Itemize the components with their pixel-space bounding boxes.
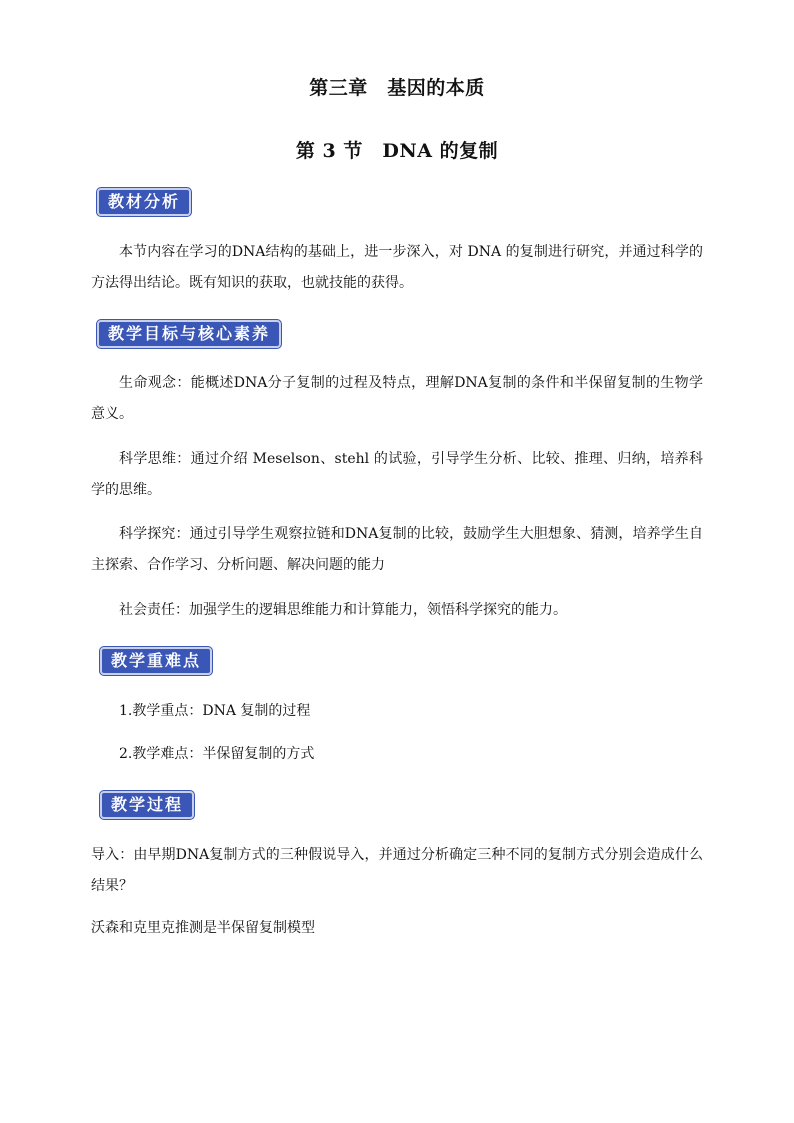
heading-key-points: 教学重难点 [100,647,212,675]
heading-process: 教学过程 [100,791,194,819]
objective-social-responsibility: 社会责任：加强学生的逻辑思维能力和计算能力，领悟科学探究的能力。 [119,602,567,618]
objective-scientific-thinking: 科学思维：通过介绍 Meselson、stehl 的试验，引导学生分析、比较、推理、归纳，培养科学的思维。 [91,451,703,498]
key-point-difficulty: 2.教学难点：半保留复制的方式 [119,746,315,762]
key-point-focus: 1.教学重点：DNA 复制的过程 [119,703,311,719]
process-intro: 导入：由早期DNA复制方式的三种假说导入，并通过分析确定三种不同的复制方式分别会造成什么结果？ [91,847,703,894]
chapter-title: 第三章 基因的本质 [309,77,485,99]
objective-life-concept: 生命观念：能概述DNA分子复制的过程及特点，理解DNA复制的条件和半保留复制的生物学意义。 [91,375,703,422]
heading-objectives: 教学目标与核心素养 [97,320,281,348]
material-analysis-text: 本节内容在学习的DNA结构的基础上，进一步深入，对 DNA 的复制进行研究，并通过科学的方法得出结论。既有知识的获取，也就技能的获得。 [91,244,703,291]
objective-scientific-inquiry: 科学探究：通过引导学生观察拉链和DNA复制的比较，鼓励学生大胆想象、猜测，培养学生自主探索、合作学习、分析问题、解决问题的能力 [91,526,703,573]
process-line2: 沃森和克里克推测是半保留复制模型 [91,920,315,936]
section-title: 第 3 节 DNA 的复制 [295,140,499,162]
heading-material-analysis: 教材分析 [97,188,191,216]
